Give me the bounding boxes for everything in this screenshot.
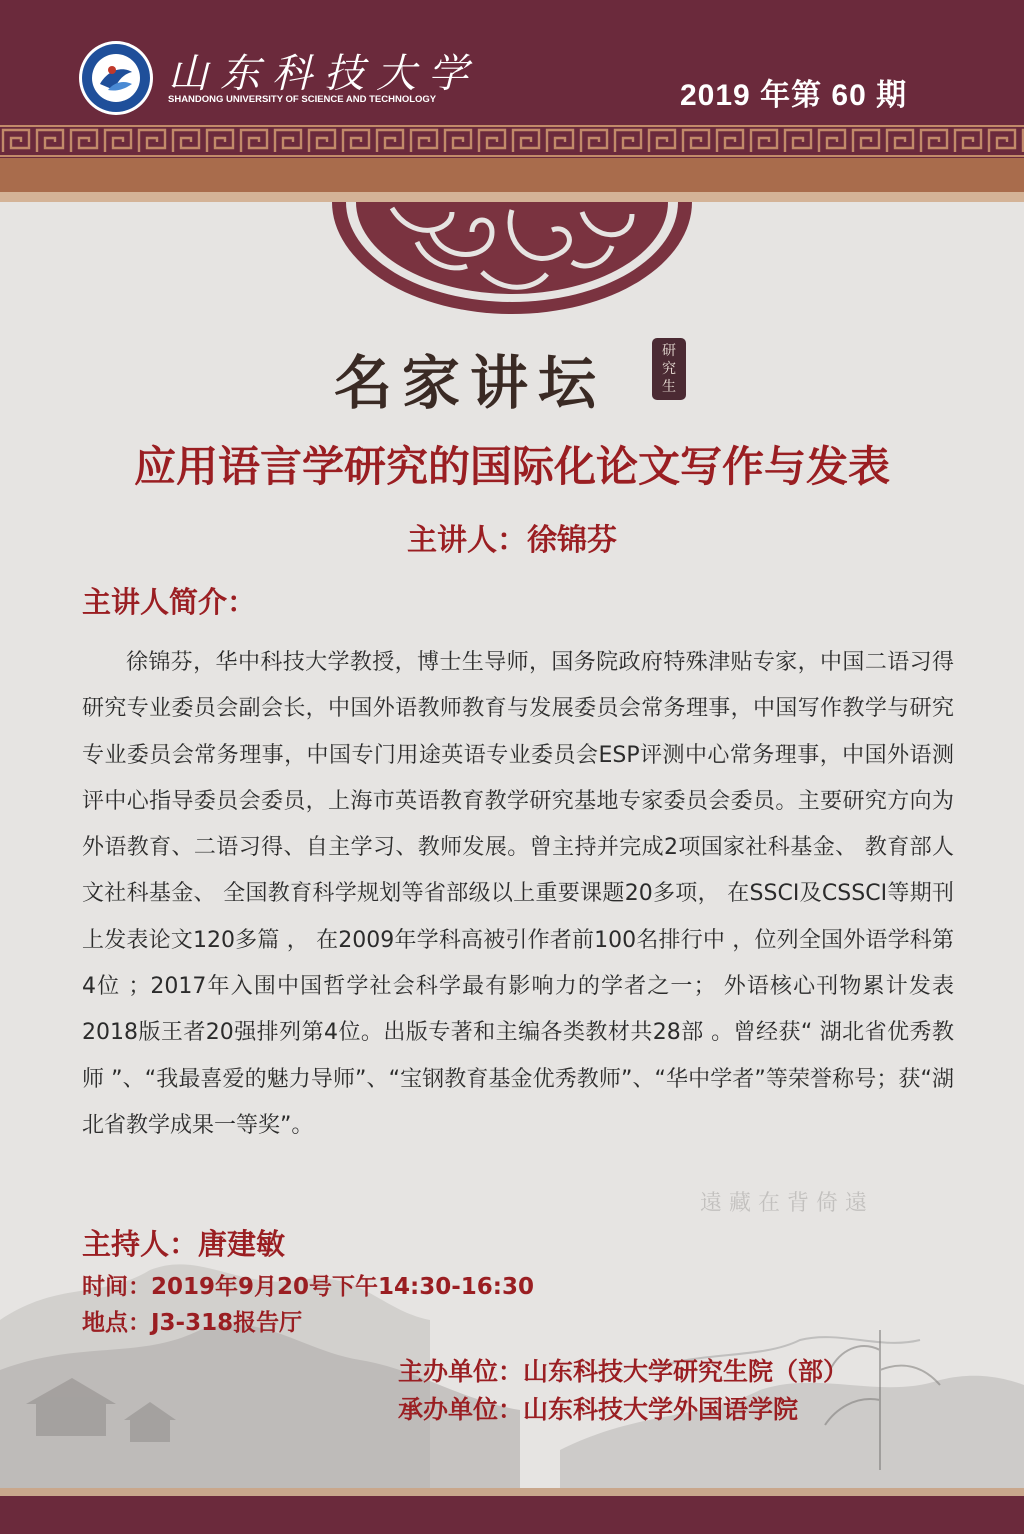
- host-line: 主持人：唐建敏: [82, 1227, 286, 1261]
- organizer-line: 主办单位：山东科技大学研究生院（部）: [398, 1357, 849, 1386]
- place-line: 地点：J3-318报告厅: [82, 1310, 303, 1336]
- school-name-en: SHANDONG UNIVERSITY OF SCIENCE AND TECHNOLOGY: [168, 94, 437, 105]
- bio-heading: 主讲人简介：: [82, 585, 257, 619]
- co-organizer-line: 承办单位：山东科技大学外国语学院: [398, 1395, 799, 1424]
- graduate-seal: [652, 338, 686, 400]
- forum-series-title: 名家讲坛: [333, 349, 606, 417]
- school-name-cn: 山东科技大学: [168, 51, 480, 97]
- light-band: [0, 192, 1024, 202]
- meander-border: [0, 124, 1024, 158]
- speaker-line: 主讲人：徐锦芬: [407, 523, 617, 558]
- university-emblem-icon: [78, 40, 154, 116]
- seal-text: 研究生: [662, 343, 676, 395]
- footer-light-band: [0, 1488, 1024, 1496]
- issue-number: 2019 年第 60 期: [680, 79, 908, 112]
- bio-text: 徐锦芬，华中科技大学教授，博士生导师，国务院政府特殊津贴专家，中国二语习得研究专业委员会副会长，中国外语教师教育与发展委员会常务理事，中国写作教学与研究专业委员会常务理事，中国专门用途英语专业委员会ESP评测中心常务理事，中国外语测评中心指导委员会委员，上海市英语教育教学研究基地专家委员会委员。主要研究方向为外语教育、二语习得、自主学习、教师发展。曾主持并完成2项国家社科基金、 教育部人文社科基金、 全国教育科学规划等省部级以上重要课题20多项， 在SSCI及CSSCI等期刊上发表论文120多篇 ， 在2009年学科高被引作者前100名排行中 ，位列全国外语学科第4位 ；2017年入围中国哲学社会科学最有影响力的学者之一； 外语核心刊物累计发表2018版王者20强排列第4位。出版专著和主编各类教材共28部 。曾经获“ 湖北省优秀教师 ”、“我最喜爱的魅力导师”、“宝钢教育基金优秀教师”、“华中学者”等荣誉称号；获“湖北省教学成果一等奖”。: [82, 650, 954, 1138]
- header-bar: [0, 0, 1024, 128]
- time-line: 时间：2019年9月20号下午14:30-16:30: [82, 1274, 534, 1300]
- footer-bar: [0, 1496, 1024, 1534]
- lecture-title: 应用语言学研究的国际化论文写作与发表: [133, 442, 890, 491]
- tan-band: [0, 158, 1024, 192]
- svg-text:遠 藏 在 背 倚 遠: 遠 藏 在 背 倚 遠: [700, 1191, 867, 1216]
- cloud-ornament-icon: [332, 202, 692, 314]
